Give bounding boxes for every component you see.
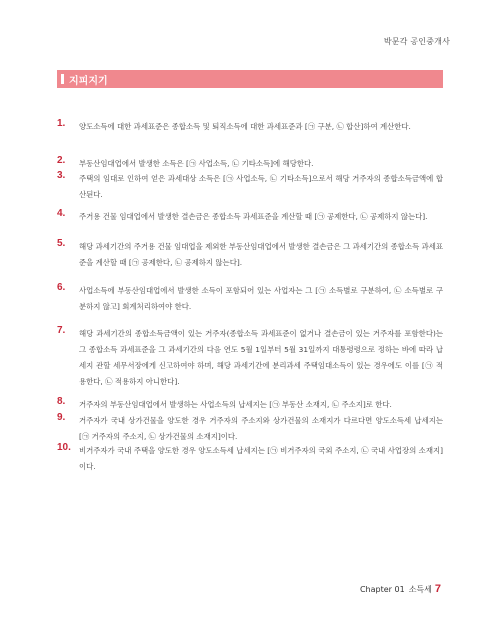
publisher-header: 박문각 공인중개사 [383, 37, 450, 46]
item-number: 10. [57, 442, 71, 453]
item-text: 사업소득에 부동산임대업에서 발생한 소득이 포함되어 있는 사업자는 그 [㉠ 소득별로 구분하여, ㉡ 소득별로 구분하지 않고] 회계처리하여야 한다. [79, 286, 443, 311]
item-text: 해당 과세기간의 종합소득금액이 있는 거주자(종합소득 과세표준이 없거나 결손금이 있는 거주자를 포함한다)는 그 종합소득 과세표준을 그 과세기간의 다음 연도 5월 1일부터 5월 31일까지 대통령령으로 정하는 바에 따라 납세지 관할 세무서장에게 신고하여야 하며, 해당 과세기간에 분리과세 주택임대소득이 있는 경우에도 이를 [㉠ 적용한다, ㉡ 적용하지 아니한다]. [79, 329, 443, 386]
page-footer [360, 583, 441, 595]
item-number: 6. [57, 282, 66, 293]
item-text: 거주자의 부동산임대업에서 발생하는 사업소득의 납세지는 [㉠ 부동산 소재지, ㉡ 주소지]로 한다. [79, 400, 392, 409]
item-number: 9. [57, 412, 66, 423]
item-number: 2. [57, 155, 66, 166]
item-text: 양도소득에 대한 과세표준은 종합소득 및 퇴직소득에 대한 과세표준과 [㉠ 구분, ㉡ 합산]하여 계산한다. [79, 122, 411, 131]
item-number: 4. [57, 208, 66, 219]
item-text: 거주자가 국내 상가건물을 양도한 경우 거주자의 주소지와 상가건물의 소재지가 다르다면 양도소득세 납세지는 [㉠ 거주자의 주소지, ㉡ 상가건물의 소재지]이다. [79, 416, 443, 441]
item-number: 3. [57, 170, 66, 181]
banner-accent-bar [61, 74, 64, 84]
section-banner [57, 70, 443, 88]
item-text: 부동산임대업에서 발생한 소득은 [㉠ 사업소득, ㉡ 기타소득]에 해당한다. [79, 159, 314, 168]
item-number: 7. [57, 325, 66, 336]
item-text: 비거주자가 국내 주택을 양도한 경우 양도소득세 납세지는 [㉠ 비거주자의 국외 주소지, ㉡ 국내 사업장의 소재지]이다. [79, 446, 443, 471]
page-number: 7 [434, 583, 441, 595]
item-text: 해당 과세기간의 주거용 건물 임대업을 제외한 부동산임대업에서 발생한 결손금은 그 과세기간의 종합소득 과세표준을 계산할 때 [㉠ 공제한다, ㉡ 공제하지 않는다]. [79, 242, 443, 267]
item-number: 8. [57, 396, 66, 407]
item-number: 1. [57, 118, 66, 129]
footer-section: 소득세 [408, 585, 432, 594]
item-text: 주택의 임대로 인하여 얻은 과세대상 소득은 [㉠ 사업소득, ㉡ 기타소득]으로서 해당 거주자의 종합소득금액에 합산된다. [79, 174, 443, 199]
section-title: 지피지기 [69, 76, 108, 87]
item-text: 주거용 건물 임대업에서 발생한 결손금은 종합소득 과세표준을 계산할 때 [㉠ 공제한다, ㉡ 공제하지 않는다]. [79, 212, 428, 221]
footer-chapter: Chapter 01 [359, 585, 405, 594]
item-number: 5. [57, 238, 66, 249]
